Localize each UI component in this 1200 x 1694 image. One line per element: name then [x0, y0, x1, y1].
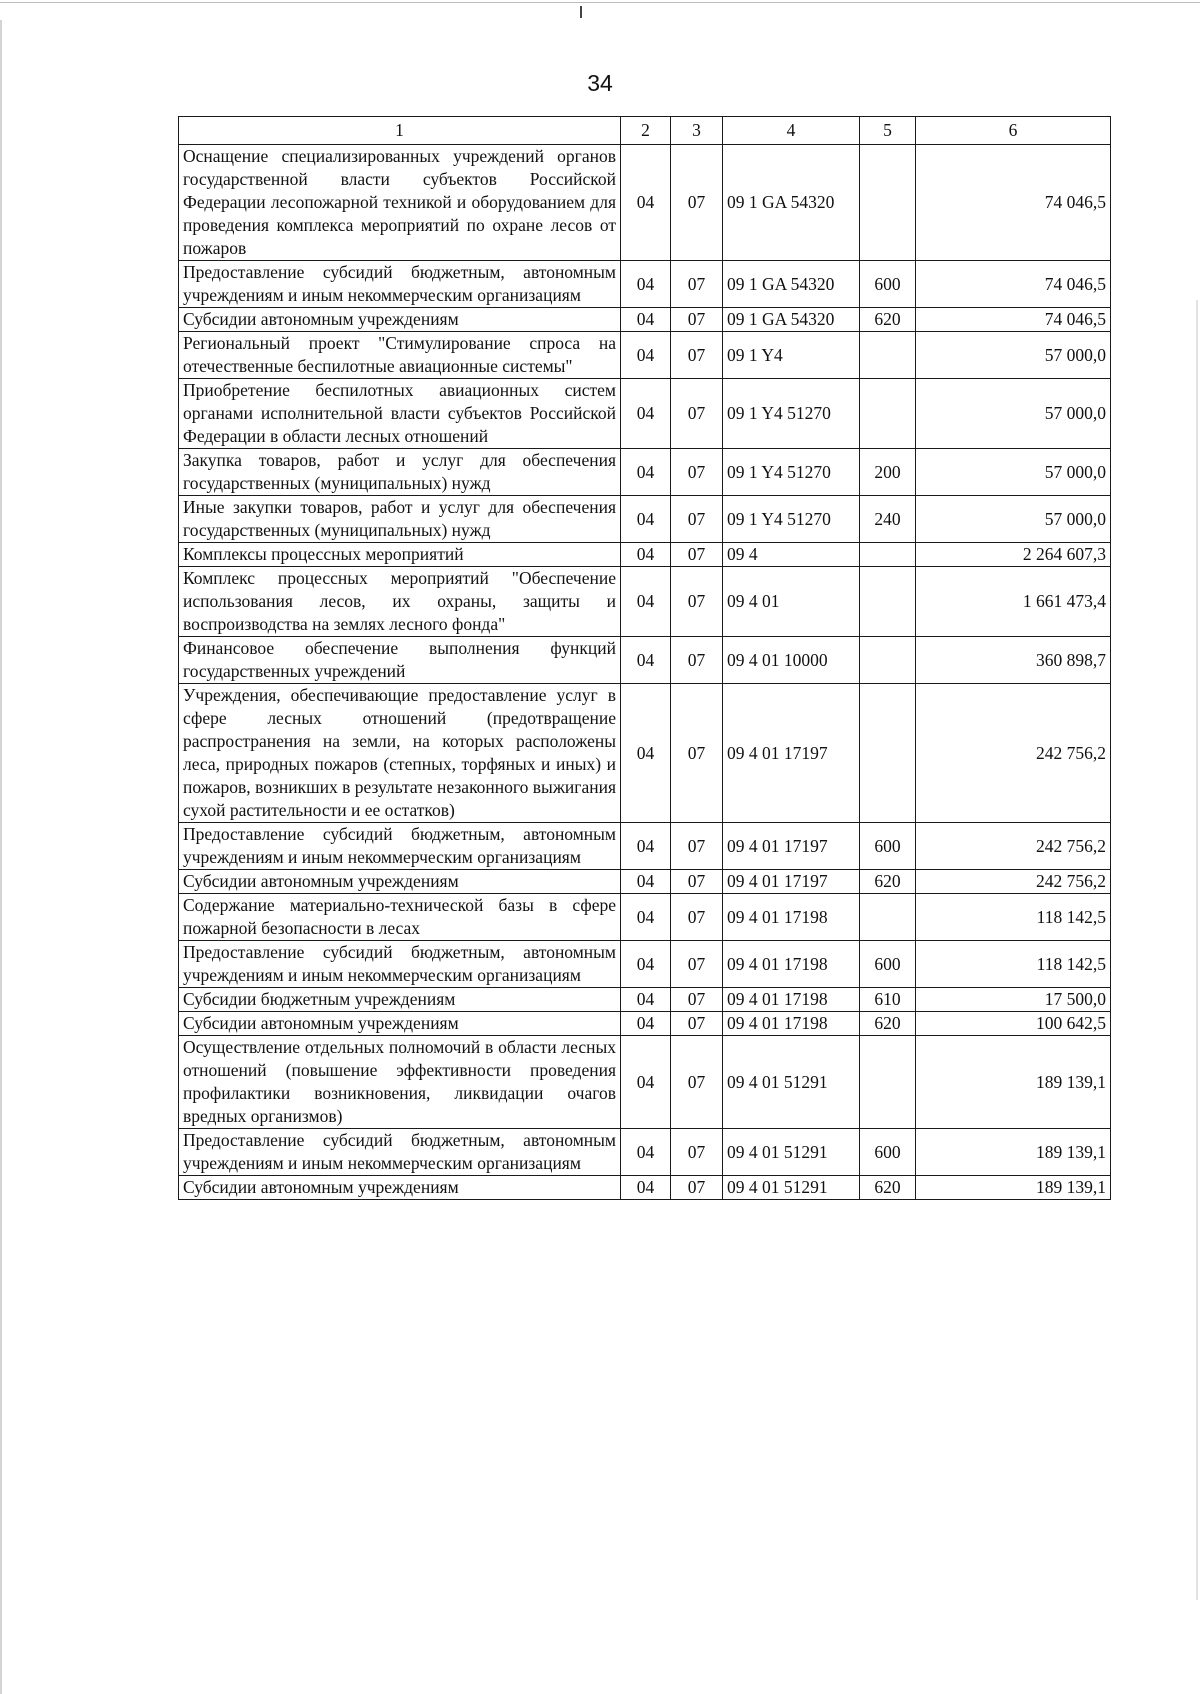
table-row [179, 145, 1111, 261]
cell-section: 04 [621, 567, 671, 637]
cell-type: 620 [860, 1012, 916, 1036]
cell-section: 04 [621, 894, 671, 941]
cell-sum: 74 046,5 [916, 261, 1111, 308]
cell-subsection: 07 [671, 870, 723, 894]
cell-type: 600 [860, 261, 916, 308]
header-cell-section: 2 [621, 117, 671, 145]
cell-sum: 118 142,5 [916, 941, 1111, 988]
cell-sum: 189 139,1 [916, 1129, 1111, 1176]
cell-code: 09 4 01 17198 [723, 988, 860, 1012]
table-row [179, 567, 1111, 637]
cell-subsection: 07 [671, 941, 723, 988]
cell-type: 620 [860, 308, 916, 332]
cell-sum: 2 264 607,3 [916, 543, 1111, 567]
cell-type: 600 [860, 1129, 916, 1176]
scan-border-top [0, 2, 1200, 3]
cell-name: Региональный проект "Стимулирование спроса на отечественные беспилотные авиационные системы" [179, 332, 621, 379]
cell-type [860, 637, 916, 684]
header-cell-subsection: 3 [671, 117, 723, 145]
cell-code: 09 1 Y4 [723, 332, 860, 379]
cell-name: Предоставление субсидий бюджетным, автономным учреждениям и иным некоммерческим организациям [179, 261, 621, 308]
cell-type: 200 [860, 449, 916, 496]
cell-type [860, 1036, 916, 1129]
cell-name: Приобретение беспилотных авиационных систем органами исполнительной власти субъектов Российской Федерации в области лесных отношений [179, 379, 621, 449]
cell-sum: 242 756,2 [916, 870, 1111, 894]
cell-name: Субсидии бюджетным учреждениям [179, 988, 621, 1012]
cell-sum: 242 756,2 [916, 684, 1111, 823]
table-row [179, 308, 1111, 332]
cell-name: Предоставление субсидий бюджетным, автономным учреждениям и иным некоммерческим организациям [179, 823, 621, 870]
table-body [179, 145, 1111, 1200]
cell-subsection: 07 [671, 543, 723, 567]
cell-code: 09 4 [723, 543, 860, 567]
table-row [179, 684, 1111, 823]
cell-code: 09 1 Y4 51270 [723, 379, 860, 449]
table-row [179, 1176, 1111, 1200]
table-row [179, 894, 1111, 941]
table-row [179, 1129, 1111, 1176]
table-row [179, 379, 1111, 449]
cell-code: 09 4 01 [723, 567, 860, 637]
cell-sum: 57 000,0 [916, 332, 1111, 379]
cell-subsection: 07 [671, 988, 723, 1012]
cell-name: Комплексы процессных мероприятий [179, 543, 621, 567]
cell-sum: 100 642,5 [916, 1012, 1111, 1036]
cell-code: 09 1 GA 54320 [723, 308, 860, 332]
cell-subsection: 07 [671, 894, 723, 941]
cell-type: 600 [860, 941, 916, 988]
cell-section: 04 [621, 332, 671, 379]
cell-code: 09 4 01 17198 [723, 1012, 860, 1036]
cell-type [860, 145, 916, 261]
cell-code: 09 1 GA 54320 [723, 261, 860, 308]
cell-name: Предоставление субсидий бюджетным, автономным учреждениям и иным некоммерческим организациям [179, 1129, 621, 1176]
cell-section: 04 [621, 684, 671, 823]
cell-code: 09 1 Y4 51270 [723, 496, 860, 543]
cell-section: 04 [621, 543, 671, 567]
cell-section: 04 [621, 1012, 671, 1036]
cell-subsection: 07 [671, 823, 723, 870]
table-row [179, 332, 1111, 379]
cell-section: 04 [621, 941, 671, 988]
scan-border-right [1196, 300, 1198, 1600]
cell-subsection: 07 [671, 496, 723, 543]
cell-name: Осуществление отдельных полномочий в области лесных отношений (повышение эффективности проведения профилактики возникновения, ликвидации очагов вредных организмов) [179, 1036, 621, 1129]
cell-type [860, 379, 916, 449]
cell-subsection: 07 [671, 1176, 723, 1200]
table-row [179, 261, 1111, 308]
cell-section: 04 [621, 870, 671, 894]
table-row [179, 988, 1111, 1012]
cell-sum: 57 000,0 [916, 496, 1111, 543]
cell-section: 04 [621, 308, 671, 332]
cell-subsection: 07 [671, 1036, 723, 1129]
cell-code: 09 1 Y4 51270 [723, 449, 860, 496]
cell-sum: 74 046,5 [916, 308, 1111, 332]
cell-name: Содержание материально-технической базы в сфере пожарной безопасности в лесах [179, 894, 621, 941]
cell-subsection: 07 [671, 332, 723, 379]
cell-name: Субсидии автономным учреждениям [179, 870, 621, 894]
cell-type [860, 543, 916, 567]
table-row [179, 637, 1111, 684]
table-row [179, 823, 1111, 870]
cell-name: Иные закупки товаров, работ и услуг для обеспечения государственных (муниципальных) нужд [179, 496, 621, 543]
cell-code: 09 4 01 17197 [723, 823, 860, 870]
cell-sum: 189 139,1 [916, 1176, 1111, 1200]
header-row [179, 117, 1111, 145]
cell-section: 04 [621, 1036, 671, 1129]
cell-subsection: 07 [671, 449, 723, 496]
table-row [179, 941, 1111, 988]
cell-section: 04 [621, 379, 671, 449]
cell-type: 620 [860, 870, 916, 894]
table-row [179, 1036, 1111, 1129]
scan-mark [580, 6, 582, 18]
cell-type [860, 684, 916, 823]
cell-code: 09 4 01 17197 [723, 684, 860, 823]
cell-name: Субсидии автономным учреждениям [179, 1012, 621, 1036]
cell-sum: 118 142,5 [916, 894, 1111, 941]
cell-subsection: 07 [671, 308, 723, 332]
cell-subsection: 07 [671, 145, 723, 261]
cell-section: 04 [621, 145, 671, 261]
cell-code: 09 4 01 17197 [723, 870, 860, 894]
budget-table [178, 116, 1111, 1200]
cell-name: Учреждения, обеспечивающие предоставление услуг в сфере лесных отношений (предотвращение распространения на земли, на которых расположены леса, природных пожаров (степных, торфяных и иных) и пожаров, возникших в результате незаконного выжигания сухой растительности и ее остатков) [179, 684, 621, 823]
cell-name: Финансовое обеспечение выполнения функций государственных учреждений [179, 637, 621, 684]
table-row [179, 870, 1111, 894]
cell-section: 04 [621, 823, 671, 870]
cell-sum: 360 898,7 [916, 637, 1111, 684]
header-cell-sum: 6 [916, 117, 1111, 145]
scan-border-left [0, 20, 2, 1694]
cell-name: Оснащение специализированных учреждений органов государственной власти субъектов Российской Федерации лесопожарной техникой и оборудованием для проведения комплекса мероприятий по охране лесов от пожаров [179, 145, 621, 261]
cell-sum: 242 756,2 [916, 823, 1111, 870]
cell-sum: 74 046,5 [916, 145, 1111, 261]
cell-type: 600 [860, 823, 916, 870]
cell-type [860, 894, 916, 941]
cell-code: 09 4 01 51291 [723, 1129, 860, 1176]
cell-sum: 57 000,0 [916, 379, 1111, 449]
page-number: 34 [587, 70, 613, 96]
table-row [179, 1012, 1111, 1036]
cell-section: 04 [621, 261, 671, 308]
header-cell-code: 4 [723, 117, 860, 145]
cell-section: 04 [621, 1176, 671, 1200]
header-cell-type: 5 [860, 117, 916, 145]
cell-code: 09 4 01 17198 [723, 894, 860, 941]
cell-type: 610 [860, 988, 916, 1012]
cell-subsection: 07 [671, 684, 723, 823]
cell-code: 09 4 01 51291 [723, 1176, 860, 1200]
cell-section: 04 [621, 637, 671, 684]
cell-type [860, 332, 916, 379]
cell-subsection: 07 [671, 637, 723, 684]
table-row [179, 543, 1111, 567]
cell-code: 09 4 01 10000 [723, 637, 860, 684]
cell-type: 620 [860, 1176, 916, 1200]
cell-type: 240 [860, 496, 916, 543]
header-cell-name: 1 [179, 117, 621, 145]
cell-code: 09 1 GA 54320 [723, 145, 860, 261]
cell-name: Комплекс процессных мероприятий "Обеспечение использования лесов, их охраны, защиты и воспроизводства на землях лесного фонда" [179, 567, 621, 637]
cell-sum: 17 500,0 [916, 988, 1111, 1012]
cell-code: 09 4 01 51291 [723, 1036, 860, 1129]
cell-section: 04 [621, 496, 671, 543]
cell-section: 04 [621, 1129, 671, 1176]
cell-sum: 189 139,1 [916, 1036, 1111, 1129]
cell-section: 04 [621, 988, 671, 1012]
cell-sum: 57 000,0 [916, 449, 1111, 496]
cell-code: 09 4 01 17198 [723, 941, 860, 988]
cell-subsection: 07 [671, 1129, 723, 1176]
table-row [179, 449, 1111, 496]
cell-name: Субсидии автономным учреждениям [179, 1176, 621, 1200]
table-header [179, 117, 1111, 145]
cell-name: Предоставление субсидий бюджетным, автономным учреждениям и иным некоммерческим организациям [179, 941, 621, 988]
cell-subsection: 07 [671, 1012, 723, 1036]
cell-sum: 1 661 473,4 [916, 567, 1111, 637]
cell-type [860, 567, 916, 637]
cell-subsection: 07 [671, 567, 723, 637]
cell-subsection: 07 [671, 261, 723, 308]
cell-name: Субсидии автономным учреждениям [179, 308, 621, 332]
table-row [179, 496, 1111, 543]
cell-name: Закупка товаров, работ и услуг для обеспечения государственных (муниципальных) нужд [179, 449, 621, 496]
cell-section: 04 [621, 449, 671, 496]
cell-subsection: 07 [671, 379, 723, 449]
